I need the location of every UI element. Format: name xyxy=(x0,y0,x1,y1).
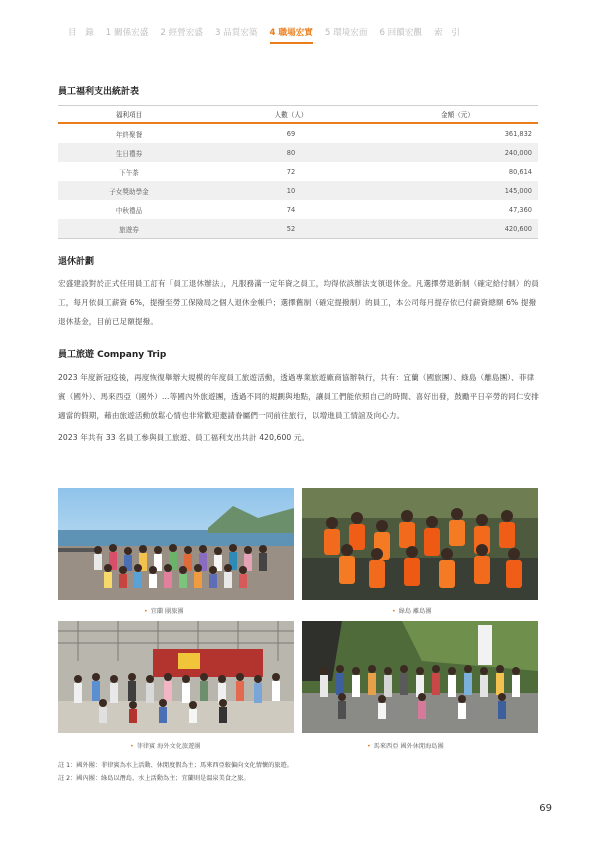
table-row xyxy=(58,143,538,162)
page-number: 69 xyxy=(539,803,552,814)
nav-item-contents[interactable]: 目 錄 xyxy=(68,28,94,38)
nav-item-chapter-3[interactable]: 3 品質宏築 xyxy=(214,28,258,38)
table-row xyxy=(58,200,538,219)
table-row xyxy=(58,219,538,239)
caption-bullet-icon: • xyxy=(367,743,371,750)
table-header-amount: 金額（元） xyxy=(382,106,538,124)
cell-amount: 420,600 xyxy=(382,219,538,239)
cell-amount: 361,832 xyxy=(504,129,532,138)
malaysia-group-photo xyxy=(302,621,538,733)
cell-count: 10 xyxy=(200,181,382,200)
company-trip-summary: 2023 年共有 33 名員工參與員工旅遊、員工福利支出共計 420,600 元。 xyxy=(58,433,310,442)
yilan-group-photo xyxy=(58,488,294,600)
caption-bullet-icon: • xyxy=(392,608,396,615)
caption-bullet-icon: • xyxy=(130,743,134,750)
welfare-table-title: 員工福利支出統計表 xyxy=(58,87,140,97)
cell-amount: 145,000 xyxy=(382,181,538,200)
cell-item: 子女獎助學金 xyxy=(58,181,200,200)
cell-amount: 47,360 xyxy=(508,205,532,214)
welfare-expense-table xyxy=(58,105,538,239)
table-row xyxy=(58,162,538,181)
cell-count: 74 xyxy=(286,205,296,214)
table-row xyxy=(58,181,538,200)
malaysia-caption: • 馬來西亞 國外休閒海島團 xyxy=(367,743,444,750)
table-header-row xyxy=(58,106,538,124)
cell-item: 旅遊券 xyxy=(58,219,200,239)
yilan-caption: • 宜蘭 團旅團 xyxy=(144,608,184,615)
green-island-group-photo xyxy=(302,488,538,600)
cell-count: 80 xyxy=(200,143,382,162)
cell-item: 生日禮券 xyxy=(58,143,200,162)
nav-item-chapter-1[interactable]: 1 關係宏盛 xyxy=(105,28,149,38)
retirement-paragraph: 宏盛建設對於正式任用員工訂有「員工退休辦法」，凡服務滿一定年資之員工，均得依該辦法支領退休金。凡選擇勞退新制（確定給付制）的員工，每月依員工薪資 6%，提撥至勞工保險局之個人退休金帳戶；選擇舊制（確定提撥制）的員工，本公司每月提存依已付薪資總額 6% 提撥退休基金，目前已足額提撥。 xyxy=(58,279,539,326)
cell-item: 中秋禮品 xyxy=(115,206,143,215)
philippines-group-photo xyxy=(58,621,294,733)
footnote-1: 註 1：國外團：菲律賓為水上活動、休閒度假為主；馬來西亞較偏向文化情懷的旅遊。 xyxy=(58,762,293,769)
table-header-item: 福利項目 xyxy=(58,106,200,124)
company-trip-paragraph: 2023 年度新冠疫後，再度恢復舉辦大規模的年度員工旅遊活動，透過專業旅遊廠商協辦執行，共有：宜蘭（國旅團）、綠島（離島團）、菲律賓（國外）、馬來西亞（國外）…等國內外旅遊團，透過不同的規劃與地點，讓員工們能依照自己的時間、喜好出發，鼓勵平日辛勞的同仁安排適當的假期，藉由旅遊活動放鬆心情也非常歡迎邀請眷屬們一同前往旅行，以增進員工情誼及向心力。 xyxy=(58,373,539,420)
cell-count: 72 xyxy=(286,167,296,176)
cell-item: 下午茶 xyxy=(119,168,139,177)
chapter-nav xyxy=(68,26,472,44)
table-header-count: 人數（人） xyxy=(200,106,382,124)
nav-item-index[interactable]: 索 引 xyxy=(434,28,460,38)
nav-item-chapter-4[interactable]: 4 職場宏實 xyxy=(270,26,313,44)
cell-item: 年終聚餐 xyxy=(115,130,143,139)
philippines-caption: • 菲律賓 海外文化旅遊團 xyxy=(130,743,201,750)
company-trip-title: 員工旅遊 Company Trip xyxy=(58,350,167,360)
nav-item-chapter-6[interactable]: 6 回饋宏觀 xyxy=(379,28,423,38)
cell-count: 69 xyxy=(286,129,296,138)
nav-item-chapter-2[interactable]: 2 經營宏盛 xyxy=(160,28,203,38)
cell-amount: 80,614 xyxy=(508,167,532,176)
footnote-2: 註 2：國內團：綠島以潛島、水上活動為主；宜蘭則是溫泉美食之旅。 xyxy=(58,775,250,782)
green-island-caption: • 綠島 離島團 xyxy=(392,608,432,615)
nav-item-chapter-5[interactable]: 5 環境宏面 xyxy=(324,28,368,38)
cell-count: 52 xyxy=(200,219,382,239)
table-row xyxy=(58,123,538,143)
retirement-title: 退休計劃 xyxy=(58,257,95,267)
caption-bullet-icon: • xyxy=(144,608,148,615)
cell-amount: 240,000 xyxy=(382,143,538,162)
